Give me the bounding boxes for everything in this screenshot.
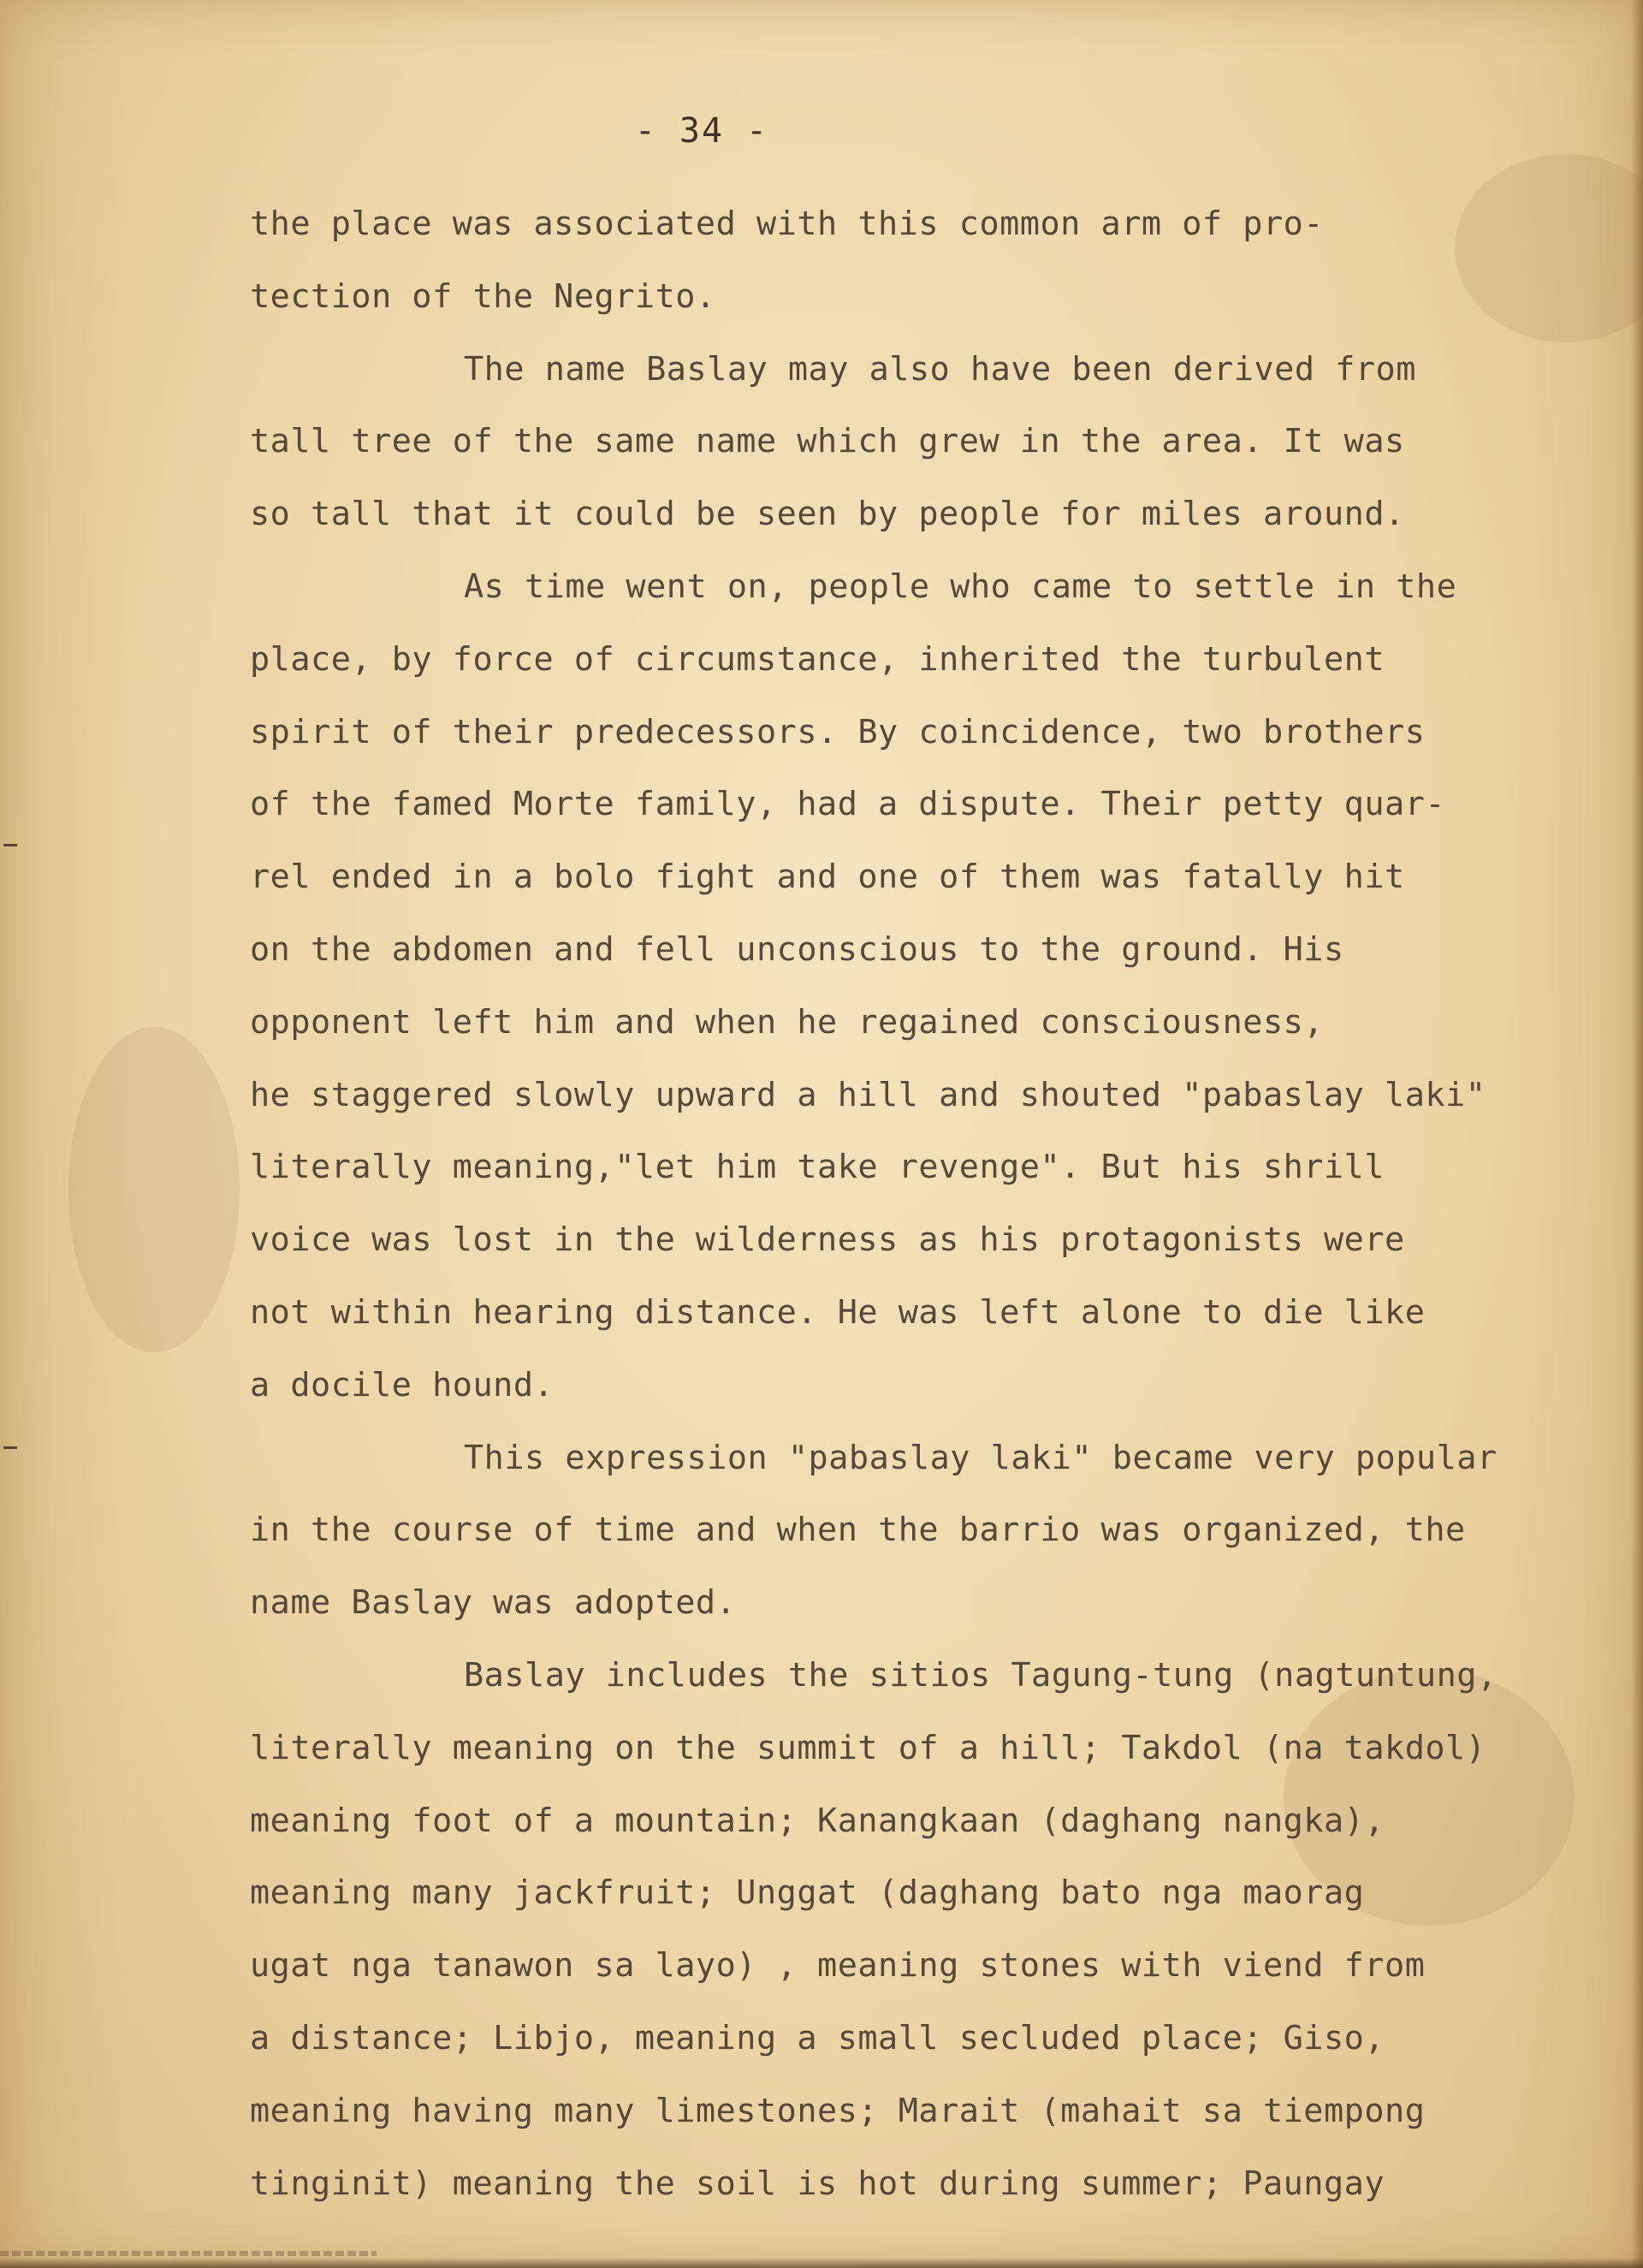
text-line: meaning many jackfruit; Unggat (daghang bato nga maorag: [250, 1873, 1365, 1913]
text-line: name Baslay was adopted.: [250, 1583, 737, 1623]
text-line: voice was lost in the wilderness as his protagonists were: [250, 1220, 1405, 1260]
text-line: opponent left him and when he regained consciousness,: [250, 1002, 1324, 1042]
text-line: As time went on, people who came to settle in the: [464, 567, 1457, 606]
margin-mark: [3, 1446, 17, 1449]
text-line: spirit of their predecessors. By coincidence, two brothers: [250, 712, 1426, 751]
text-line: of the famed Morte family, had a dispute. Their petty quar-: [250, 785, 1446, 824]
text-line: so tall that it could be seen by people for miles around.: [250, 495, 1405, 534]
text-line: rel ended in a bolo fight and one of them was fatally hit: [250, 858, 1405, 897]
paper-stain: [68, 1027, 240, 1352]
text-line: a docile hound.: [250, 1365, 555, 1404]
text-line: meaning having many limestones; Marait (mahait sa tiempong: [250, 2091, 1426, 2130]
document-body: [250, 188, 1568, 2220]
text-line: in the course of time and when the barrio was organized, the: [250, 1511, 1466, 1550]
text-line: tection of the Negrito.: [250, 276, 716, 316]
text-line: ugat nga tanawon sa layo) , meaning stones with viend from: [250, 1946, 1426, 1986]
text-line: literally meaning,"let him take revenge". But his shrill: [250, 1148, 1385, 1187]
paper-right-edge: [1631, 0, 1643, 2268]
text-line: he staggered slowly upward a hill and shouted "pabaslay laki": [250, 1075, 1486, 1114]
text-line: Baslay includes the sitios Tagung-tung (nagtuntung,: [464, 1655, 1498, 1695]
margin-mark: [3, 844, 17, 846]
page-number: - 34 -: [634, 111, 769, 151]
text-line: The name Baslay may also have been derived from: [464, 349, 1416, 389]
text-line: on the abdomen and fell unconscious to the ground. His: [250, 929, 1344, 969]
text-line: not within hearing distance. He was left alone to die like: [250, 1292, 1426, 1332]
text-line: the place was associated with this common arm of pro-: [250, 205, 1324, 243]
text-line: meaning foot of a mountain; Kanangkaan (daghang nangka),: [250, 1801, 1385, 1840]
text-line: tall tree of the same name which grew in the area. It was: [250, 422, 1405, 461]
text-line: This expression "pabaslay laki" became very popular: [464, 1438, 1498, 1477]
text-line: literally meaning on the summit of a hill; Takdol (na takdol): [250, 1728, 1486, 1767]
text-line: place, by force of circumstance, inherited the turbulent: [250, 639, 1385, 679]
paper-bottom-edge: [0, 2258, 1643, 2268]
text-line: a distance; Libjo, meaning a small secluded place; Giso,: [250, 2018, 1385, 2057]
text-line: tinginit) meaning the soil is hot during summer; Paungay: [250, 2164, 1385, 2203]
footer-microfilm-strip: [0, 2251, 377, 2256]
